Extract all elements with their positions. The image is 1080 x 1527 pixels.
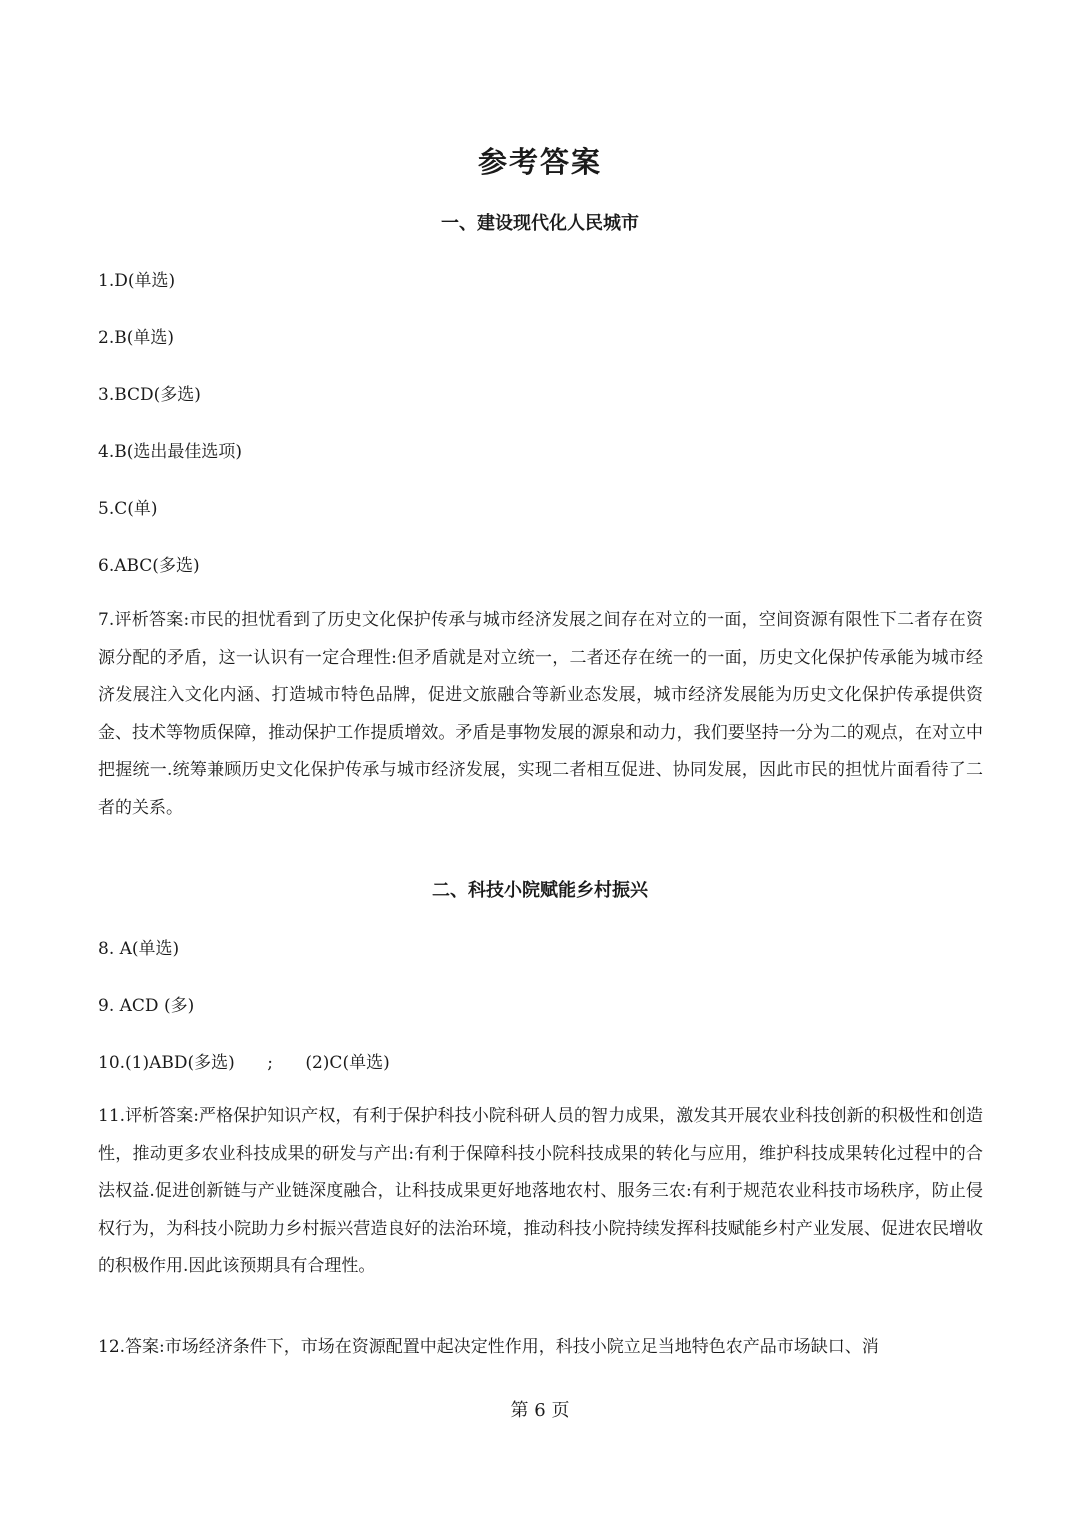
answer-item-6: 6.ABC(多选) — [98, 556, 200, 576]
answer-item-11-essay: 11.评析答案:严格保护知识产权，有利于保护科技小院科研人员的智力成果，激发其开展农业科技创新的积极性和创造性，推动更多农业科技成果的研发与产出:有利于保障科技小院科技成果的转化与应用，维护科技成果转化过程中的合法权益.促进创新链与产业链深度融合，让科技成果更好地落地农村、服务三农:有利于规范农业科技市场秩序，防止侵权行为，为科技小院助力乡村振兴营造良好的法治环境，推动科技小院持续发挥科技赋能乡村产业发展、促进农民增收的积极作用.因此该预期具有合理性。 — [98, 1106, 983, 1276]
answer-item-7-essay: 7.评析答案:市民的担忧看到了历史文化保护传承与城市经济发展之间存在对立的一面，空间资源有限性下二者存在资源分配的矛盾，这一认识有一定合理性:但矛盾就是对立统一，二者还存在统一的一面，历史文化保护传承能为城市经济发展注入文化内涵、打造城市特色品牌，促进文旅融合等新业态发展，城市经济发展能为历史文化保护传承提供资金、技术等物质保障，推动保护工作提质增效。矛盾是事物发展的源泉和动力，我们要坚持一分为二的观点，在对立中把握统一.统筹兼顾历史文化保护传承与城市经济发展，实现二者相互促进、协同发展，因此市民的担忧片面看待了二者的关系。 — [98, 610, 983, 818]
page-number: 第 6 页 — [510, 1400, 570, 1421]
answer-item-4: 4.B(选出最佳选项) — [98, 442, 242, 462]
answer-item-9: 9. ACD (多) — [98, 996, 195, 1016]
answer-item-3: 3.BCD(多选) — [98, 385, 201, 405]
answer-item-1: 1.D(单选) — [98, 271, 176, 291]
answer-item-12-essay: 12.答案:市场经济条件下，市场在资源配置中起决定性作用，科技小院立足当地特色农产品市场缺口、消 — [98, 1337, 879, 1357]
section-heading-1: 一、建设现代化人民城市 — [441, 213, 639, 234]
section-heading-2: 二、科技小院赋能乡村振兴 — [432, 880, 648, 901]
answer-item-5: 5.C(单) — [98, 499, 158, 519]
page-title: 参考答案 — [477, 145, 602, 179]
answer-item-8: 8. A(单选) — [98, 939, 180, 959]
answer-item-10: 10.(1)ABD(多选) ; (2)C(单选) — [98, 1053, 390, 1073]
answer-item-2: 2.B(单选) — [98, 328, 174, 348]
